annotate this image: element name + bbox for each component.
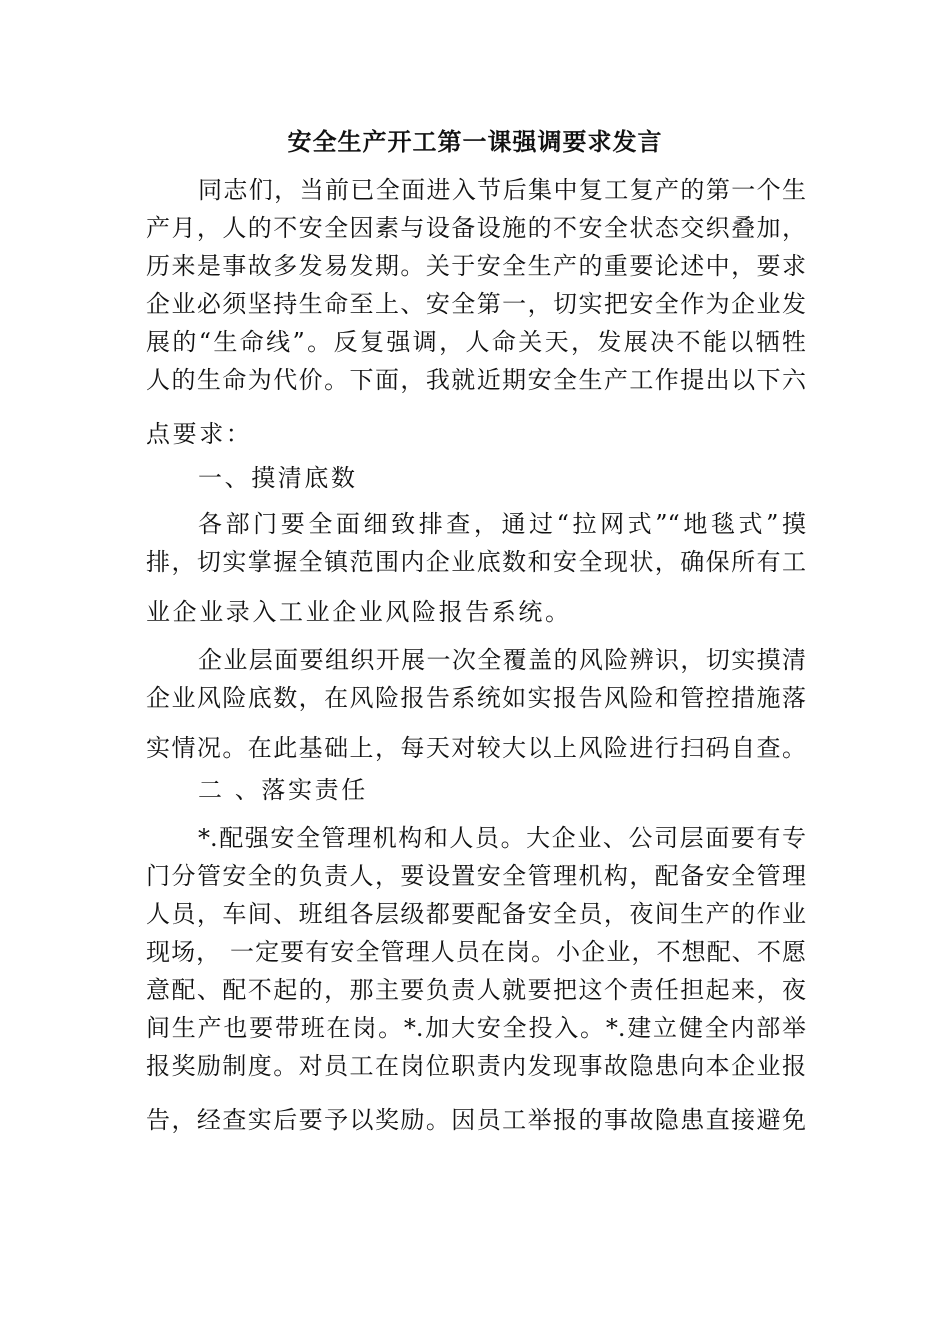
paragraph-line-17: 现场， 一定要有安全管理人员在岗。小企业，不想配、不愿 — [146, 938, 806, 966]
paragraph-line-7: 点要求： — [146, 420, 253, 448]
paragraph-line-19: 间生产也要带班在岗。*.加大安全投入。*.建立健全内部举 — [146, 1014, 806, 1042]
paragraph-line-3: 历来是事故多发易发期。关于安全生产的重要论述中，要求 — [146, 252, 806, 280]
paragraph-line-8: 各部门要全面细致排查，通过“拉网式”“地毯式”摸 — [198, 510, 806, 538]
document-title: 安全生产开工第一课强调要求发言 — [287, 127, 663, 156]
paragraph-line-21: 告，经查实后要予以奖励。因员工举报的事故隐患直接避免 — [146, 1106, 806, 1134]
paragraph-line-1: 同志们，当前已全面进入节后集中复工复产的第一个生 — [198, 176, 806, 204]
paragraph-line-11: 企业层面要组织开展一次全覆盖的风险辨识，切实摸清 — [198, 646, 806, 674]
paragraph-line-14: *.配强安全管理机构和人员。大企业、公司层面要有专 — [198, 824, 806, 852]
paragraph-line-16: 人员，车间、班组各层级都要配备安全员，夜间生产的作业 — [146, 900, 806, 928]
paragraph-line-4: 企业必须坚持生命至上、安全第一，切实把安全作为企业发 — [146, 290, 806, 318]
paragraph-line-13: 实情况。在此基础上，每天对较大以上风险进行扫码自查。 — [146, 734, 806, 762]
paragraph-line-9: 排，切实掌握全镇范围内企业底数和安全现状，确保所有工 — [146, 548, 806, 576]
paragraph-line-2: 产月，人的不安全因素与设备设施的不安全状态交织叠加， — [146, 214, 806, 242]
paragraph-line-5: 展的“生命线”。反复强调，人命关天，发展决不能以牺牲 — [146, 328, 806, 356]
paragraph-line-6: 人的生命为代价。下面，我就近期安全生产工作提出以下六 — [146, 366, 806, 394]
section-heading-2: 二 、落实责任 — [198, 776, 368, 804]
paragraph-line-18: 意配、配不起的，那主要负责人就要把这个责任担起来，夜 — [146, 976, 806, 1004]
paragraph-line-15: 门分管安全的负责人，要设置安全管理机构，配备安全管理 — [146, 862, 806, 890]
paragraph-line-20: 报奖励制度。对员工在岗位职责内发现事故隐患向本企业报 — [146, 1052, 806, 1080]
paragraph-line-12: 企业风险底数，在风险报告系统如实报告风险和管控措施落 — [146, 684, 806, 712]
paragraph-line-10: 业企业录入工业企业风险报告系统。 — [146, 598, 572, 626]
section-heading-1: 一、摸清底数 — [198, 464, 358, 492]
